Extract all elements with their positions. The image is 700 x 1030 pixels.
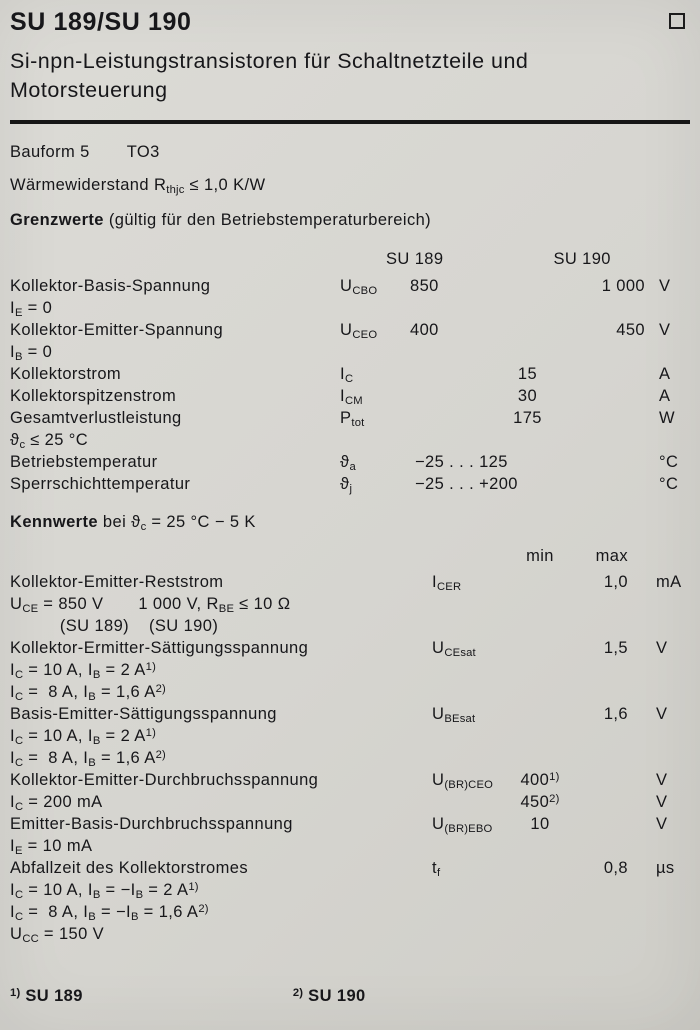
kennwerte-table: [10, 571, 690, 945]
table-row: [10, 407, 690, 429]
grenzwerte-table: [10, 275, 690, 495]
grenzwerte-heading-rest: (gültig für den Betriebstemperaturbereich): [103, 211, 432, 229]
footnote-su189: $^{1)}$ SU 189: [10, 986, 83, 1005]
row-unit: V: [656, 705, 668, 723]
table-row: [10, 275, 690, 297]
row-value: 30: [517, 387, 538, 405]
row-label: Sperrschichttemperatur: [10, 475, 191, 493]
package-label: TO3: [126, 143, 160, 161]
row-condition: (SU 189) (SU 190): [10, 617, 219, 635]
row-condition: $U_{CE} = 850$ V 1 000 V, $R_{BE} \le 10$ Ω: [10, 595, 291, 616]
row-max-value: 1,5: [603, 639, 628, 657]
row-value: −25 . . . +200: [415, 475, 518, 493]
column-header-su189: SU 189: [386, 250, 444, 268]
table-row: [10, 637, 690, 659]
row-unit: A: [659, 365, 671, 383]
grenzwerte-heading-bold: Grenzwerte: [10, 211, 104, 229]
row-symbol: $I_C$: [340, 365, 354, 386]
row-value-su189: 850: [410, 277, 439, 295]
row-symbol: $U_{BEsat}$: [432, 705, 476, 726]
table-row: [10, 571, 690, 593]
kennwerte-heading-rest: bei $ϑ_c = 25$ °C − 5 K: [97, 513, 256, 534]
row-condition: $I_C = 200$ mA: [10, 793, 103, 814]
row-label: Kollektor-Emitter-Spannung: [10, 321, 224, 339]
row-symbol: $I_{CM}$: [340, 387, 363, 408]
row-label: Betriebstemperatur: [10, 453, 158, 471]
row-condition: $I_C = 10$ A, $I_B = 2$ $A^{1)}$: [10, 726, 157, 748]
row-value: −25 . . . 125: [415, 453, 508, 471]
table-row-condition: [10, 923, 690, 945]
row-symbol: $U_{(BR)EBO}$: [432, 815, 493, 836]
row-symbol: $ϑ_a$: [340, 453, 356, 474]
table-row: [10, 703, 690, 725]
table-row-condition: [10, 659, 690, 681]
row-label: Kollektor-Emitter-Durchbruchsspannung: [10, 771, 319, 789]
row-condition: $I_C = 8$ A, $I_B = 1,6$ $A^{2)}$: [10, 748, 166, 770]
row-unit: V: [656, 639, 668, 657]
table-row: [10, 319, 690, 341]
row-label: Gesamtverlustleistung: [10, 409, 182, 427]
row-condition: $U_{CC} = 150$ V: [10, 925, 105, 946]
table-row-condition: [10, 791, 690, 813]
row-condition: $I_E = 10$ mA: [10, 837, 93, 858]
table-row-condition: [10, 297, 690, 319]
row-label: Kollektorspitzenstrom: [10, 387, 177, 405]
table-row-condition: [10, 879, 690, 901]
kennwerte-column-headers: [10, 545, 690, 567]
table-row: [10, 769, 690, 791]
row-symbol: $P_{tot}$: [340, 409, 365, 430]
row-condition: $ϑ_c \le 25$ °C: [10, 431, 89, 452]
table-row-condition: [10, 747, 690, 769]
grenzwerte-heading: [10, 209, 690, 231]
row-symbol: $t_f$: [432, 859, 441, 880]
table-row-condition: [10, 835, 690, 857]
row-max-value: 1,6: [603, 705, 628, 723]
table-row-condition: [10, 901, 690, 923]
row-symbol: $ϑ_j$: [340, 475, 353, 496]
row-value: 15: [517, 365, 538, 383]
bauform-label: Bauform 5: [10, 143, 90, 161]
row-unit: W: [659, 409, 675, 427]
row-label: Basis-Emitter-Sättigungsspannung: [10, 705, 277, 723]
table-row-condition: [10, 341, 690, 363]
row-label: Kollektor-Emitter-Reststrom: [10, 573, 224, 591]
table-row: [10, 451, 690, 473]
row-unit: V: [656, 815, 668, 833]
grenzwerte-column-headers: [10, 248, 690, 270]
page-title: SU 189/SU 190: [10, 8, 192, 36]
row-condition: $I_E = 0$: [10, 299, 53, 320]
column-header-max: max: [595, 547, 628, 565]
thermal-resistance-line: Wärmewiderstand $R_{thjc} \le 1,0$ K/W: [10, 176, 266, 197]
row-unit: V: [659, 321, 671, 339]
divider-rule: [10, 120, 690, 124]
row-value-su189: 400: [410, 321, 439, 339]
row-min-value: 10: [530, 815, 550, 833]
table-row-condition: [10, 725, 690, 747]
column-header-su190: SU 190: [553, 250, 611, 268]
row-min-value: 450$^{2)}$: [520, 792, 560, 811]
row-unit: V: [659, 277, 671, 295]
row-label: Kollektor-Ermitter-Sättigungsspannung: [10, 639, 309, 657]
row-condition: $I_C = 10$ A, $I_B = 2$ $A^{1)}$: [10, 660, 157, 682]
bauform-line: [10, 141, 690, 163]
corner-box-icon: [669, 13, 685, 29]
table-row-condition: [10, 615, 690, 637]
row-value-su190: 450: [616, 321, 645, 339]
row-condition: $I_B = 0$: [10, 343, 53, 364]
row-symbol: $U_{CEO}$: [340, 321, 378, 342]
footnote-su190: $^{2)}$ SU 190: [292, 986, 366, 1005]
row-condition: $I_C = 10$ A, $I_B = -I_B = 2$ $A^{1)}$: [10, 880, 199, 902]
row-value: 175: [513, 409, 542, 427]
row-symbol: $U_{CEsat}$: [432, 639, 476, 660]
row-unit: A: [659, 387, 671, 405]
table-row-condition: [10, 681, 690, 703]
row-unit: µs: [656, 859, 675, 877]
row-max-value: 0,8: [603, 859, 628, 877]
row-unit: mA: [656, 573, 682, 591]
footnotes: [10, 985, 690, 1007]
table-row: [10, 385, 690, 407]
table-row-condition: [10, 593, 690, 615]
kennwerte-heading: [10, 511, 690, 533]
row-symbol: $U_{(BR)CEO}$: [432, 771, 494, 792]
row-label: Emitter-Basis-Durchbruchsspannung: [10, 815, 293, 833]
table-row: [10, 857, 690, 879]
row-condition: $I_C = 8$ A, $I_B = 1,6$ $A^{2)}$: [10, 682, 166, 704]
subtitle-line1: Si-npn-Leistungstransistoren für Schaltnetzteile und: [10, 49, 529, 73]
row-label: Abfallzeit des Kollektorstromes: [10, 859, 248, 877]
kennwerte-heading-bold: Kennwerte: [10, 513, 98, 531]
page-subtitle: [10, 47, 690, 105]
subtitle-line2: Motorsteuerung: [10, 78, 168, 102]
row-unit: °C: [659, 475, 679, 493]
row-unit: V: [656, 793, 668, 811]
table-row-condition: [10, 429, 690, 451]
row-value-su190: 1 000: [601, 277, 645, 295]
row-max-value: 1,0: [603, 573, 628, 591]
row-unit: °C: [659, 453, 679, 471]
table-row: [10, 813, 690, 835]
row-symbol: $U_{CBO}$: [340, 277, 378, 298]
table-row: [10, 473, 690, 495]
row-label: Kollektor-Basis-Spannung: [10, 277, 211, 295]
row-unit: V: [656, 771, 668, 789]
row-symbol: $I_{CER}$: [432, 573, 462, 594]
row-condition: $I_C = 8$ A, $I_B = -I_B = 1,6$ $A^{2)}$: [10, 902, 209, 924]
row-label: Kollektorstrom: [10, 365, 122, 383]
table-row: [10, 363, 690, 385]
row-min-value: 400$^{1)}$: [520, 770, 560, 789]
column-header-min: min: [526, 547, 554, 565]
title-bar: [10, 8, 690, 37]
